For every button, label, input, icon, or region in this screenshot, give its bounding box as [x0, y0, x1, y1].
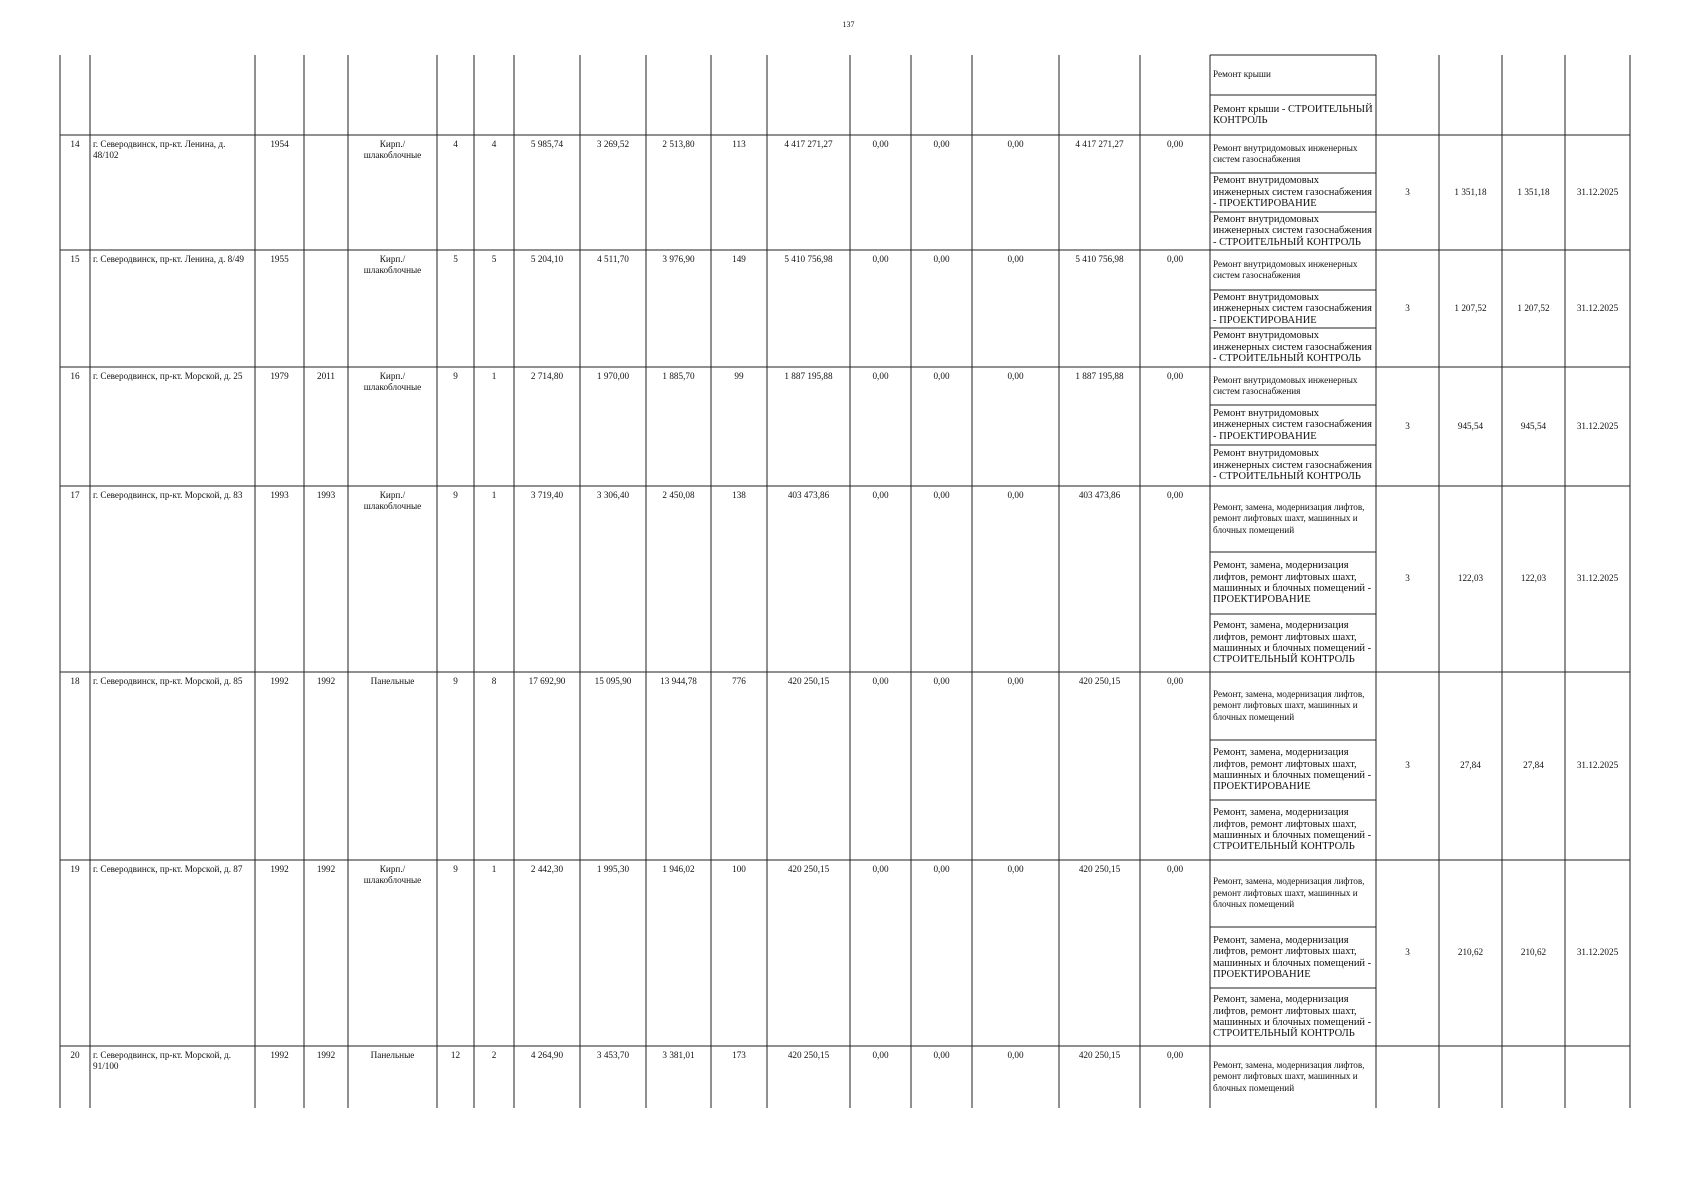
residents: 138	[732, 490, 746, 500]
cost-total: 420 250,15	[787, 864, 830, 874]
area-premises: 3 306,40	[596, 490, 630, 500]
fund-other: 0,00	[1166, 490, 1184, 500]
work-item: Ремонт внутридомовых инженерных систем газоснабжения - СТРОИТЕЛЬНЫЙ КОНТРОЛЬ	[1213, 330, 1372, 365]
residents: 776	[732, 676, 746, 686]
address: г. Северодвинск, пр-кт. Морской, д. 87	[93, 864, 243, 874]
unit-cost: 1 351,18	[1454, 186, 1487, 197]
entrances: 5	[491, 254, 497, 264]
fund-regional: 0,00	[933, 1050, 950, 1060]
work-item: Ремонт, замена, модернизация лифтов, ремонт лифтовых шахт, машинных и блочных помещений - ПРОЕКТИРОВАНИЕ	[1213, 747, 1372, 793]
wall-material: Кирп./ шлакоблочные	[363, 490, 422, 511]
year-last-repair: 2011	[316, 371, 336, 381]
fund-owners: 420 250,15	[1078, 864, 1121, 874]
category: 3	[1405, 573, 1410, 583]
year-built: 1992	[270, 1050, 289, 1060]
area-living: 3 976,90	[662, 254, 695, 264]
limit-cost: 1 207,52	[1517, 302, 1550, 313]
area-living: 3 381,01	[662, 1050, 695, 1060]
fund-local: 0,00	[1007, 371, 1024, 381]
area-living: 1 946,02	[662, 864, 695, 874]
work-item: Ремонт крыши - СТРОИТЕЛЬНЫЙ КОНТРОЛЬ	[1213, 103, 1373, 126]
cost-total: 5 410 756,98	[784, 254, 833, 264]
row-number: 20	[70, 1050, 80, 1060]
category: 3	[1405, 947, 1410, 957]
work-item: Ремонт, замена, модернизация лифтов, ремонт лифтовых шахт, машинных и блочных помещений	[1213, 1059, 1365, 1093]
fund-regional: 0,00	[933, 676, 950, 686]
fund-owners: 420 250,15	[1078, 676, 1121, 686]
year-last-repair: 1992	[316, 864, 336, 874]
floors: 9	[453, 676, 458, 686]
work-item: Ремонт, замена, модернизация лифтов, ремонт лифтовых шахт, машинных и блочных помещений - СТРОИТЕЛЬНЫЙ КОНТРОЛЬ	[1213, 620, 1372, 666]
work-item: Ремонт, замена, модернизация лифтов, ремонт лифтовых шахт, машинных и блочных помещений	[1213, 876, 1365, 910]
entrances: 4	[491, 139, 497, 149]
year-built: 1992	[270, 676, 289, 686]
fund-federal: 0,00	[872, 139, 889, 149]
area-total: 17 692,90	[528, 676, 566, 686]
category: 3	[1405, 420, 1410, 431]
fund-regional: 0,00	[933, 490, 950, 500]
category: 3	[1405, 302, 1410, 313]
fund-regional: 0,00	[933, 864, 950, 874]
work-item: Ремонт крыши	[1213, 69, 1271, 80]
work-item: Ремонт внутридомовых инженерных систем газоснабжения - СТРОИТЕЛЬНЫЙ КОНТРОЛЬ	[1213, 213, 1372, 248]
residents: 173	[732, 1050, 746, 1060]
area-total: 2 442,30	[530, 864, 564, 874]
row-number: 18	[70, 676, 80, 686]
fund-other: 0,00	[1166, 1050, 1184, 1060]
fund-other: 0,00	[1166, 371, 1184, 381]
cost-total: 420 250,15	[787, 1050, 830, 1060]
fund-federal: 0,00	[872, 1050, 889, 1060]
deadline: 31.12.2025	[1576, 947, 1619, 957]
work-item: Ремонт, замена, модернизация лифтов, ремонт лифтовых шахт, машинных и блочных помещений	[1213, 501, 1365, 535]
area-total: 5 204,10	[530, 254, 564, 264]
fund-other: 0,00	[1166, 139, 1184, 149]
cost-total: 403 473,86	[787, 490, 830, 500]
limit-cost: 210,62	[1520, 947, 1547, 957]
fund-federal: 0,00	[872, 676, 889, 686]
entrances: 1	[491, 864, 497, 874]
year-built: 1979	[270, 371, 289, 381]
floors: 9	[453, 490, 458, 500]
cost-total: 1 887 195,88	[784, 371, 833, 381]
fund-other: 0,00	[1166, 676, 1184, 686]
year-last-repair: 1993	[316, 490, 336, 500]
fund-regional: 0,00	[933, 371, 950, 381]
fund-owners: 420 250,15	[1078, 1050, 1121, 1060]
wall-material: Кирп./ шлакоблочные	[363, 139, 422, 160]
limit-cost: 27,84	[1523, 760, 1544, 770]
floors: 5	[453, 254, 458, 264]
address: г. Северодвинск, пр-кт. Ленина, д. 48/102	[93, 139, 226, 160]
fund-owners: 1 887 195,88	[1075, 371, 1124, 381]
deadline: 31.12.2025	[1576, 760, 1619, 770]
area-living: 13 944,78	[660, 676, 697, 686]
work-item: Ремонт внутридомовых инженерных систем газоснабжения - ПРОЕКТИРОВАНИЕ	[1213, 407, 1372, 442]
row-number: 15	[70, 254, 80, 264]
cost-total: 420 250,15	[787, 676, 830, 686]
page-number: 137	[842, 20, 855, 29]
address: г. Северодвинск, пр-кт. Морской, д. 25	[93, 371, 243, 381]
fund-federal: 0,00	[872, 864, 889, 874]
entrances: 1	[491, 371, 497, 381]
fund-local: 0,00	[1007, 864, 1024, 874]
category: 3	[1405, 186, 1410, 197]
area-living: 1 885,70	[662, 371, 695, 381]
fund-federal: 0,00	[872, 254, 889, 264]
floors: 12	[450, 1050, 461, 1060]
area-total: 5 985,74	[530, 139, 564, 149]
year-last-repair: 1992	[316, 1050, 336, 1060]
address: г. Северодвинск, пр-кт. Морской, д. 83	[93, 490, 243, 500]
area-premises: 1 995,30	[596, 864, 630, 874]
address: г. Северодвинск, пр-кт. Морской, д. 85	[93, 676, 243, 686]
limit-cost: 122,03	[1520, 573, 1547, 583]
floors: 4	[453, 139, 458, 149]
limit-cost: 1 351,18	[1517, 186, 1550, 197]
work-item: Ремонт, замена, модернизация лифтов, ремонт лифтовых шахт, машинных и блочных помещений - СТРОИТЕЛЬНЫЙ КОНТРОЛЬ	[1213, 994, 1372, 1040]
floors: 9	[453, 864, 458, 874]
category: 3	[1405, 760, 1410, 770]
fund-federal: 0,00	[872, 490, 889, 500]
deadline: 31.12.2025	[1576, 186, 1619, 197]
area-living: 2 450,08	[662, 490, 695, 500]
area-premises: 3 269,52	[596, 139, 630, 149]
area-total: 3 719,40	[530, 490, 564, 500]
residents: 99	[734, 371, 744, 381]
unit-cost: 945,54	[1457, 420, 1484, 431]
deadline: 31.12.2025	[1576, 420, 1619, 431]
entrances: 1	[491, 490, 497, 500]
deadline: 31.12.2025	[1576, 573, 1619, 583]
row-number: 17	[70, 490, 80, 500]
fund-owners: 403 473,86	[1078, 490, 1121, 500]
area-living: 2 513,80	[662, 139, 695, 149]
entrances: 2	[491, 1050, 497, 1060]
fund-local: 0,00	[1007, 139, 1024, 149]
work-item: Ремонт, замена, модернизация лифтов, ремонт лифтовых шахт, машинных и блочных помещений - СТРОИТЕЛЬНЫЙ КОНТРОЛЬ	[1213, 807, 1372, 853]
residents: 113	[732, 139, 746, 149]
entrances: 8	[491, 676, 497, 686]
unit-cost: 122,03	[1457, 573, 1484, 583]
work-item: Ремонт внутридомовых инженерных систем газоснабжения - ПРОЕКТИРОВАНИЕ	[1213, 175, 1372, 210]
year-last-repair: 1992	[316, 676, 336, 686]
row-number: 19	[70, 864, 80, 874]
area-premises: 1 970,00	[596, 371, 630, 381]
wall-material: Кирп./ шлакоблочные	[363, 254, 422, 275]
fund-local: 0,00	[1007, 254, 1024, 264]
wall-material: Кирп./ шлакоблочные	[363, 864, 422, 885]
residents: 100	[732, 864, 746, 874]
wall-material: Кирп./ шлакоблочные	[363, 371, 422, 392]
address: г. Северодвинск, пр-кт. Морской, д. 91/100	[93, 1050, 232, 1071]
year-built: 1992	[270, 864, 289, 874]
year-built: 1993	[270, 490, 289, 500]
year-built: 1955	[270, 254, 289, 264]
wall-material: Панельные	[370, 1050, 415, 1060]
floors: 9	[453, 371, 458, 381]
unit-cost: 1 207,52	[1454, 302, 1487, 313]
fund-local: 0,00	[1007, 1050, 1024, 1060]
fund-local: 0,00	[1007, 490, 1024, 500]
fund-local: 0,00	[1007, 676, 1024, 686]
fund-other: 0,00	[1166, 254, 1184, 264]
work-item: Ремонт внутридомовых инженерных систем газоснабжения	[1213, 374, 1358, 396]
fund-owners: 5 410 756,98	[1075, 254, 1124, 264]
work-item: Ремонт, замена, модернизация лифтов, ремонт лифтовых шахт, машинных и блочных помещений - ПРОЕКТИРОВАНИЕ	[1213, 560, 1372, 606]
cost-total: 4 417 271,27	[784, 139, 833, 149]
unit-cost: 27,84	[1460, 760, 1481, 770]
row-number: 14	[70, 139, 80, 149]
deadline: 31.12.2025	[1576, 302, 1619, 313]
fund-owners: 4 417 271,27	[1075, 139, 1124, 149]
row-number: 16	[70, 371, 80, 381]
fund-regional: 0,00	[933, 254, 950, 264]
area-premises: 4 511,70	[597, 254, 629, 264]
fund-other: 0,00	[1166, 864, 1184, 874]
work-item: Ремонт внутридомовых инженерных систем газоснабжения	[1213, 258, 1358, 280]
fund-regional: 0,00	[933, 139, 950, 149]
area-total: 2 714,80	[530, 371, 564, 381]
area-premises: 15 095,90	[594, 676, 632, 686]
work-item: Ремонт внутридомовых инженерных систем газоснабжения	[1213, 142, 1358, 164]
unit-cost: 210,62	[1457, 947, 1484, 957]
area-premises: 3 453,70	[596, 1050, 630, 1060]
work-item: Ремонт, замена, модернизация лифтов, ремонт лифтовых шахт, машинных и блочных помещений	[1213, 688, 1365, 722]
limit-cost: 945,54	[1520, 420, 1547, 431]
year-built: 1954	[270, 139, 289, 149]
wall-material: Панельные	[370, 676, 415, 686]
work-item: Ремонт внутридомовых инженерных систем газоснабжения - СТРОИТЕЛЬНЫЙ КОНТРОЛЬ	[1213, 448, 1372, 483]
fund-federal: 0,00	[872, 371, 889, 381]
area-total: 4 264,90	[530, 1050, 564, 1060]
work-item: Ремонт внутридомовых инженерных систем газоснабжения - ПРОЕКТИРОВАНИЕ	[1213, 291, 1372, 326]
residents: 149	[732, 254, 746, 264]
work-item: Ремонт, замена, модернизация лифтов, ремонт лифтовых шахт, машинных и блочных помещений - ПРОЕКТИРОВАНИЕ	[1213, 934, 1372, 980]
address: г. Северодвинск, пр-кт. Ленина, д. 8/49	[93, 254, 245, 264]
